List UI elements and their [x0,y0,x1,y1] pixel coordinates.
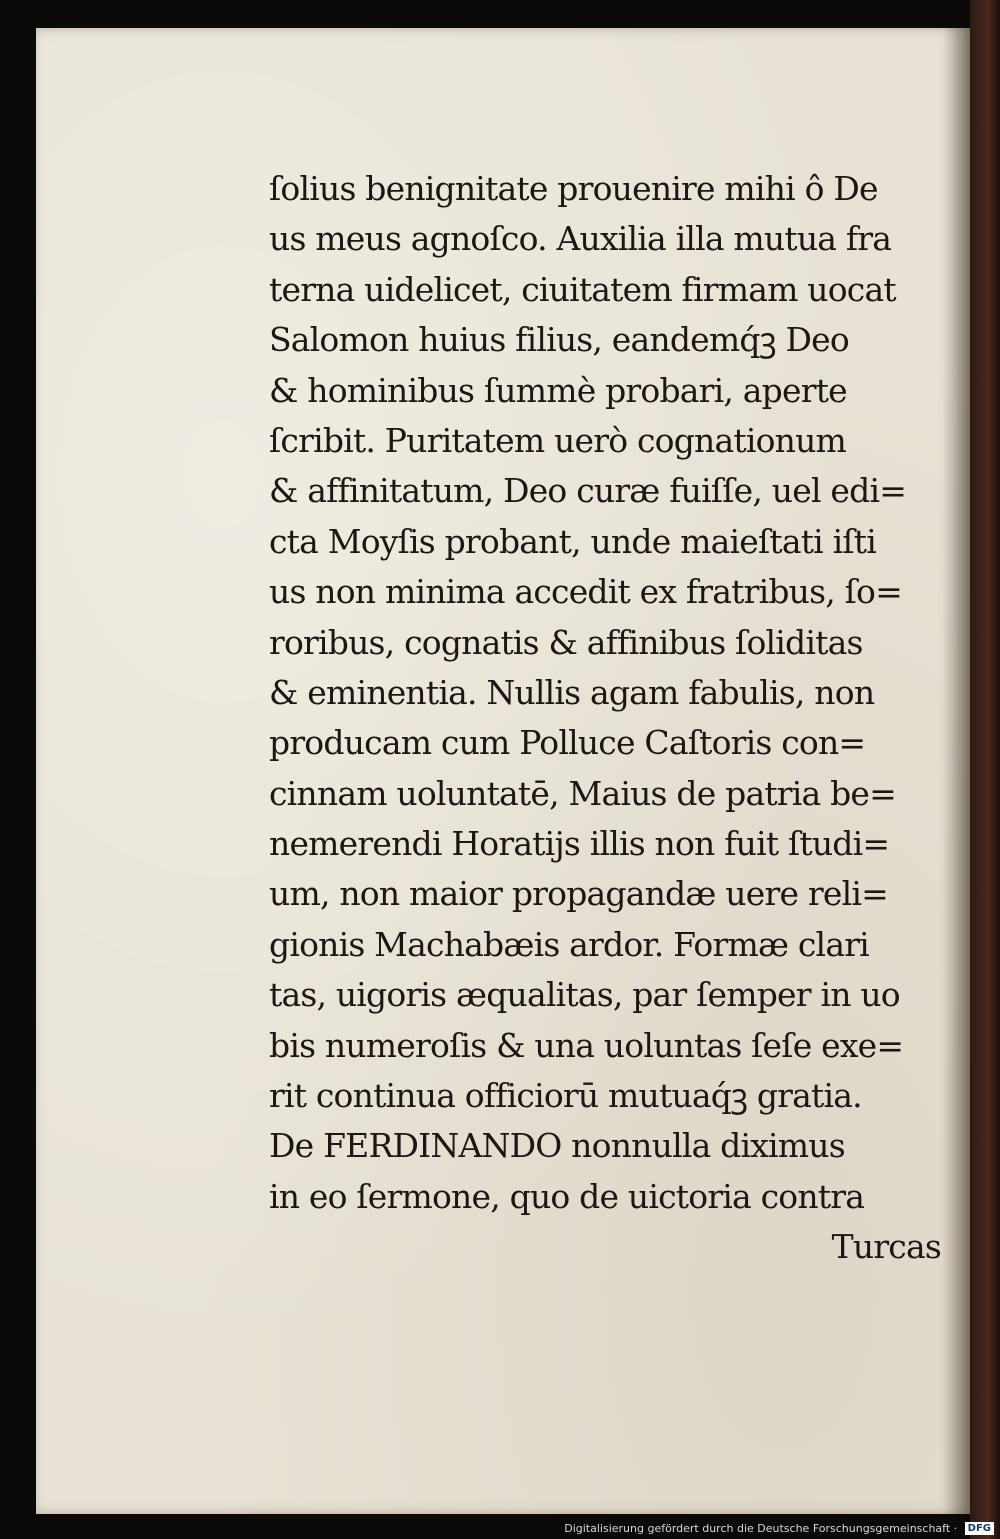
text-line: Salomon huius filius, eandemq́ꝫ Deo [269,320,849,360]
text-line: cta Moyſis probant, unde maieſtati iſti [269,521,876,561]
dfg-logo: DFG [965,1522,994,1535]
text-line: ſcribit. Puritatem uerò cognationum [269,420,847,460]
text-line: us non minima accedit ex fratribus, ſo= [269,572,902,612]
catchword: Turcas [831,1227,941,1267]
text-line: & eminentia. Nullis agam fabulis, non [269,672,875,712]
book-spine-edge [970,0,1000,1539]
text-line: De FERDINANDO nonnulla diximus [269,1126,845,1166]
credit-text: Digitalisierung gefördert durch die Deutsche Forschungsgemeinschaft · [564,1521,958,1535]
text-line: producam cum Polluce Caſtoris con= [269,723,866,763]
text-line: roribus, cognatis & affinibus ſoliditas [269,622,863,662]
text-line: ſolius benignitate prouenire mihi ô De [269,169,878,208]
book-page [36,28,970,1514]
text-line: tas, uigoris æqualitas, par ſemper in uo [269,975,900,1015]
text-line: rit continua officiorū mutuaq́ꝫ gratia. [269,1076,862,1116]
digitization-credit [564,1522,994,1536]
text-line: in eo ſermone, quo de uictoria contra [269,1176,865,1216]
text-line: nemerendi Horatijs illis non fuit ſtudi= [269,824,890,864]
text-line: bis numeroſis & una uoluntas ſeſe exe= [269,1025,904,1065]
text-line: terna uidelicet, ciuitatem firmam uocat [269,269,896,309]
text-line: us meus agnoſco. Auxilia illa mutua fra [269,219,892,259]
text-line: cinnam uoluntatē, Maius de patria be= [269,773,896,813]
text-line: & hominibus ſummè probari, aperte [269,370,847,410]
text-line: & affinitatum, Deo curæ fuiſſe, uel edi= [269,471,907,511]
text-line: um, non maior propagandæ uere reli= [269,874,888,914]
text-line: gionis Machabæis ardor. Formæ clari [269,924,869,964]
body-text [269,164,949,1273]
